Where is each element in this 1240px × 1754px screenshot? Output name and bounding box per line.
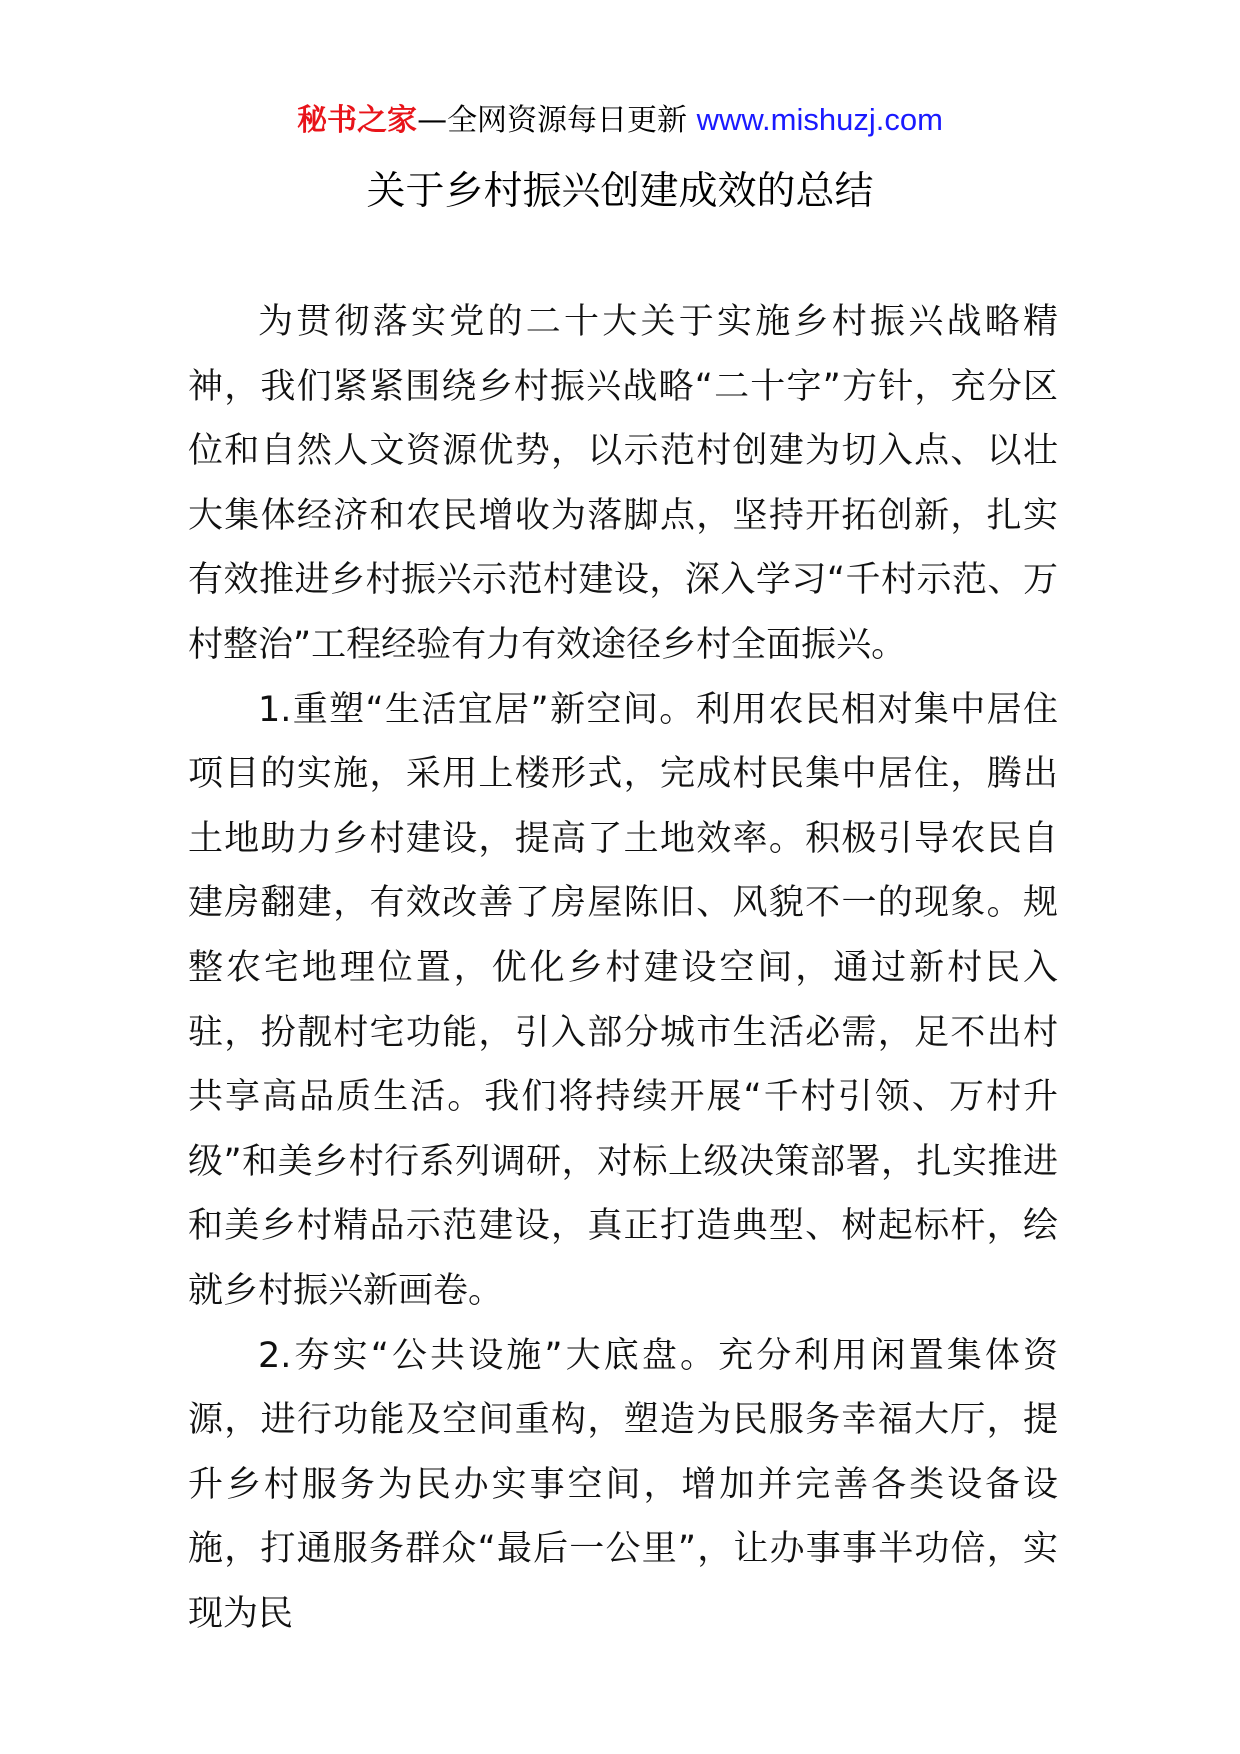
section-2-paragraph: 2.夯实“公共设施”大底盘。充分利用闲置集体资源，进行功能及空间重构，塑造为民服务幸福大厅，提升乡村服务为民办实事空间，增加并完善各类设备设施，打通服务群众“最后一公里”，让办事事半功倍，实现为民 bbox=[188, 1335, 1058, 1634]
header-slogan: —全网资源每日更新 bbox=[417, 103, 688, 138]
intro-paragraph: 为贯彻落实党的二十大关于实施乡村振兴战略精神，我们紧紧围绕乡村振兴战略“二十字”方针，充分区位和自然人文资源优势，以示范村创建为切入点、以壮大集体经济和农民增收为落脚点，坚持开拓创新，扎实有效推进乡村振兴示范村建设，深入学习“千村示范、万村整治”工程经验有力有效途径乡村全面振兴。 bbox=[188, 302, 1058, 665]
site-header bbox=[0, 98, 1240, 143]
section-1-paragraph: 1.重塑“生活宜居”新空间。利用农民相对集中居住项目的实施，采用上楼形式，完成村民集中居住，腾出土地助力乡村建设，提高了土地效率。积极引导农民自建房翻建，有效改善了房屋陈旧、风貌不一的现象。规整农宅地理位置，优化乡村建设空间，通过新村民入驻，扮靓村宅功能，引入部分城市生活必需，足不出村共享高品质生活。我们将持续开展“千村引领、万村升级”和美乡村行系列调研，对标上级决策部署，扎实推进和美乡村精品示范建设，真正打造典型、树起标杆，绘就乡村振兴新画卷。 bbox=[188, 689, 1058, 1311]
site-url-link[interactable]: www.mishuzj.com bbox=[696, 102, 943, 137]
document-body bbox=[188, 290, 1058, 1646]
brand-name: 秘书之家 bbox=[297, 103, 418, 138]
document-title: 关于乡村振兴创建成效的总结 bbox=[366, 169, 874, 214]
